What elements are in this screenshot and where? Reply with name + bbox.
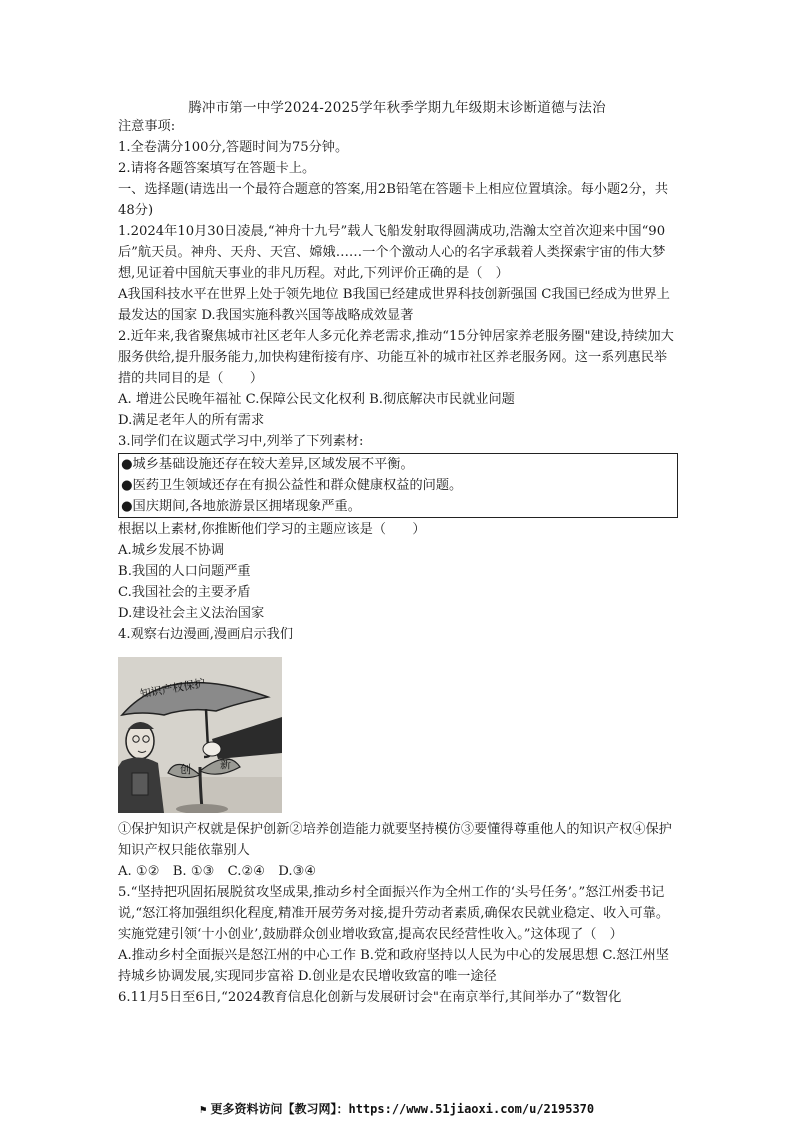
footer [0,1100,794,1117]
question-6-stem: 6.11月5日至6日,“2024教育信息化创新与发展研讨会"在南京举行,其间举办了“数智化 [118,990,622,1005]
question-4-stem: 4.观察右边漫画,漫画启示我们 [118,627,294,642]
materials-box [118,453,678,518]
leaf-label: 创 [180,763,191,776]
question-1-options: A我国科技水平在世界上处于领先地位 B我国已经建成世界科技创新强国 C我国已经成为世界上最发达的国家 D.我国实施科教兴国等战略成效显著 [118,287,670,323]
question-3-option: B.我国的人口问题严重 [118,564,251,579]
material-item: ●国庆期间,各地旅游景区拥堵现象严重。 [121,499,361,514]
question-2-stem: 2.近年来,我省聚焦城市社区老年人多元化养老需求,推动“15分钟居家养老服务圈"建设,持续加大服务供给,提升服务能力,加快构建衔接有序、功能互补的城市社区养老服务网。这一系列惠民举措的共同目的是（ ） [118,329,674,386]
question-3-option: D.建设社会主义法治国家 [118,606,265,621]
ip-protection-cartoon [118,657,282,813]
question-2-options: D.满足老年人的所有需求 [118,413,265,428]
material-item: ●城乡基础设施还存在较大差异,区域发展不平衡。 [121,457,414,472]
umbrella-label: 知识产权保护 [139,676,207,701]
exam-body [118,116,678,1008]
question-3-stem: 3.同学们在议题式学习中,列举了下列素材: [118,434,364,449]
notice-item: 2.请将各题答案填写在答题卡上。 [118,161,316,176]
question-3-question: 根据以上素材,你推断他们学习的主题应该是（ ） [118,522,426,537]
question-4-options: A. ①② B. ①③ C.②④ D.③④ [118,864,317,879]
question-5-stem: 5.“坚持把巩固拓展脱贫攻坚成果,推动乡村全面振兴作为全州工作的‘头号任务’。”怒江州委书记说,“怒江将加强组织化程度,精准开展劳务对接,提升劳动者素质,确保农民就业稳定、收入可靠。实施党建引领‘十小创业’,鼓励群众创业增收致富,提高农民经营性收入。”这体现了（ ） [118,885,670,942]
question-1-stem: 1.2024年10月30日凌晨,“神舟十九号”载人飞船发射取得圆满成功,浩瀚太空首次迎来中国“90后”航天员。神舟、天舟、天宫、嫦娥……一个个激动人心的名字承载着人类探索宇宙的伟大梦想,见证着中国航天事业的非凡历程。对此,下列评价正确的是（ ） [118,224,666,281]
notice-heading: 注意事项: [118,119,176,134]
question-5-options: A.推动乡村全面振兴是怒江州的中心工作 B.党和政府坚持以人民为中心的发展思想 C.怒江州坚持城乡协调发展,实现同步富裕 D.创业是农民增收致富的唯一途径 [118,948,669,984]
flag-icon: ⚑ [199,1103,207,1116]
question-4-statements: ①保护知识产权就是保护创新②培养创造能力就要坚持模仿③要懂得尊重他人的知识产权④保护知识产权只能依靠别人 [118,822,672,858]
question-3-option: C.我国社会的主要矛盾 [118,585,251,600]
material-item: ●医药卫生领域还存在有损公益性和群众健康权益的问题。 [121,478,463,493]
section-heading: 一、选择题(请选出一个最符合题意的答案,用2B铅笔在答题卡上相应位置填涂。每小题2分，共48分) [118,182,669,218]
footer-link[interactable]: 更多资料访问【教习网】：https://www.51jiaoxi.com/u/2195370 [210,1102,595,1116]
notice-item: 1.全卷满分100分,答题时间为75分钟。 [118,140,349,155]
page-title: 腾冲市第一中学2024-2025学年秋季学期九年级期末诊断道德与法治 [188,100,606,116]
question-2-options: A. 增进公民晚年福祉 C.保障公民文化权利 B.彻底解决市民就业问题 [118,392,515,407]
question-3-option: A.城乡发展不协调 [118,543,225,558]
leaf-label: 新 [220,758,231,771]
